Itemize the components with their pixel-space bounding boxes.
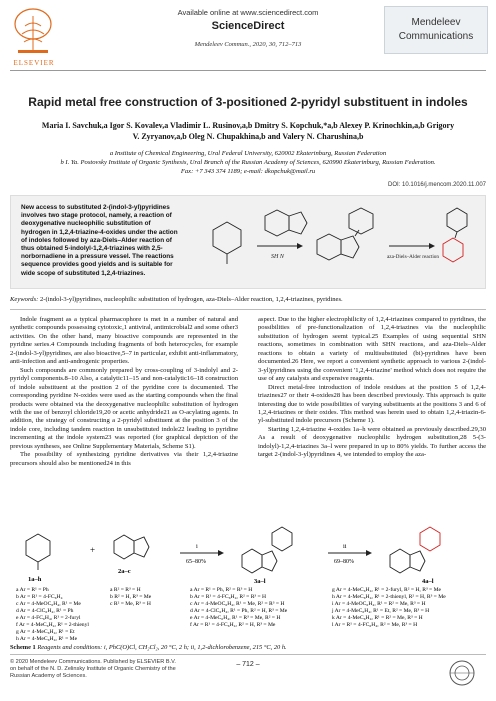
doi-link[interactable]: DOI: 10.1016/j.mencom.2020.11.007 xyxy=(388,182,486,188)
list-item: e Ar = 4-MeC₆H₄, R¹ = R³ = Me, R² = H xyxy=(190,615,281,621)
list-item: d Ar = 4-ClC₆H₄, R¹ = Ph, R² = H, R³ = Me xyxy=(190,608,288,614)
body-column-left xyxy=(10,316,238,468)
list-item: k Ar = 4-MeC₆H₄, R¹ = R² = Me, R³ = H xyxy=(332,615,423,621)
keywords-divider xyxy=(10,309,486,310)
caption-label: Scheme 1 xyxy=(10,644,36,651)
list-item: a R² = R³ = H xyxy=(110,587,141,593)
compound-4-label: 4a–l xyxy=(422,578,434,585)
paragraph: aspect. Due to the higher electrophilicity of 1,2,4-triazines compared to pyridines, the possibilities of pre-functionalization of 1,2,4-triazines via the nucleophilic substitution of hydrogen seemt typical.25 Examples of using sequential SHN reactions, sometimes in combination with SHN reactions, and aza-Diels–Alder reactions to obtain a variety of multisubstituted (bi)-pyridines have been documented.26 Here, we report a convenient synthetic approach to various 2-(indol-3-yl)pyridines using the convenient '1,2,4-triazine' method which does not require the use of any catalysts and expensive reagents. xyxy=(258,316,486,383)
list-item: b Ar = R¹ = 4-FC₆H₄, R² = R³ = H xyxy=(190,594,267,600)
list-compound-1 xyxy=(16,587,89,642)
compound-3-label: 3a–l xyxy=(254,578,266,585)
step-i-label: i xyxy=(196,543,198,550)
plus-sign: + xyxy=(90,545,96,555)
scheme-caption xyxy=(10,644,486,651)
step-ii-yield: 69–80% xyxy=(334,559,354,565)
list-item: f Ar = 4-MeC₆H₄, R¹ = 2-thienyl xyxy=(16,622,89,628)
author-list: Maria I. Savchuk,a Igor S. Kovalev,a Vladimir L. Rusinov,a,b Dmitry S. Kopchuk,*a,b Alexey P. Krinochkin,a,b Grigory V. Zyryanov,a,b Oleg N. Chupakhina,b and Valery N. Charushina,b xyxy=(41,121,455,141)
list-item: a Ar = R¹ = Ph, R² = R³ = H xyxy=(190,587,253,593)
list-item: h Ar = 4-MeC₆H₄, R¹ = Me xyxy=(16,636,78,642)
journal-header xyxy=(0,0,496,70)
scheme-compound-2 xyxy=(114,535,149,559)
abstract-text: New access to substituted 2-(indol-3-yl)pyridines involves two stage protocol, namely, a reaction of deoxygenative nucleophilic substitution of hydrogen in 1,2,4-triazine-4-oxides under the action of indoles followed by aza-Diels–Alder reaction of thus obtained 5-indolyl-1,2,4-triazines with 2,5-norbornadiene in a pressure vessel. The reactions sequence provides good yields and is suitable for wide scope of substituted 1,2,4-triazines. xyxy=(21,204,178,277)
affiliation-b: b I. Ya. Postovsky Institute of Organic Synthesis, Ural Branch of the Russian Academy of Sciences, 620990 Ekaterinburg, Russian Federation. Fax: +7 343 374 1189; e-mail: dkopchuk@mail.ru xyxy=(60,159,436,175)
scheme-1 xyxy=(10,525,486,643)
list-item: b Ar = R¹ = 4-FC₆H₄ xyxy=(16,594,63,600)
step-i-yield: 65–80% xyxy=(186,559,206,565)
list-compound-2 xyxy=(110,587,152,607)
abstract-aza-label: aza-Diels–Alder reaction xyxy=(387,254,439,260)
header-divider xyxy=(10,70,486,71)
scheme-compound-4-pyridine xyxy=(420,527,440,551)
abstract-scheme xyxy=(197,202,481,284)
footer-divider xyxy=(10,654,486,655)
paragraph: Direct metal-free introduction of indole residues at the position 5 of 1,2,4-triazines27 or their 4-oxides28 has been described previously. This approach is quite interesting due to wide possibilities of varying substituents at the positions 3 and 6 of 1,2,4-triazines or their oxides. This method was herein used to obtain 1,2,4-triazin-6-yl-substituted indole precursors (Scheme 1). xyxy=(258,383,486,425)
compound-2-label: 2a–c xyxy=(118,568,131,575)
list-item: j Ar = 4-MeC₆H₄, R¹ = Et, R² = Me, R³ = H xyxy=(332,608,430,614)
list-compound-3 xyxy=(190,587,288,628)
list-item: e Ar = 4-FC₆H₄, R¹ = 2-furyl xyxy=(16,615,81,621)
abstract-arrow-1-head xyxy=(297,243,303,249)
list-item: c R² = Me, R³ = H xyxy=(110,601,151,607)
article-title: Rapid metal free construction of 3-positioned 2-pyridyl substituent in indoles xyxy=(28,95,468,109)
abstract-intermediate xyxy=(317,208,373,260)
list-item: l Ar = R¹ = 4-FC₆H₄, R² = Me, R³ = H xyxy=(332,622,418,628)
paragraph: The possibility of synthesizing pyridine derivatives via their 1,2,4-triazine precursors should also be mentioned24 in this xyxy=(10,451,238,467)
abstract-indole xyxy=(265,210,307,236)
abstract-product xyxy=(443,238,463,262)
caption-text: Reagents and conditions: i, PhC(O)Cl, CH₂Cl₂, 20 °C, 2 h; ii, 1,2-dichlorobenzene, 215 °C, 20 h. xyxy=(37,644,287,651)
scheme-compound-1 xyxy=(26,534,50,570)
copyright-notice: © 2020 Mendeleev Communications. Published by ELSEVIER B.V. on behalf of the N. D. Zelinsky Institute of Organic Chemistry of the Russian Academy of Sciences. xyxy=(10,659,176,679)
list-item: c Ar = 4-MeOC₆H₄, R¹ = Me, R² = R³ = H xyxy=(190,601,285,607)
paragraph: Indole fragment as a typical pharmacophore is met in a number of natural and synthetic compounds possessing cytotoxic,1 antiviral, antimicrobial2 and some other3 activities. On the other hand, many bioactive compounds are represented in the pyridine series.4 Compounds including fragments of both heterocycles, for example 2-(indol-3-yl)pyridines, are also bioactive,5–7 in particular, exhibit anti-inflammatory, anti-infection and anti-androgenic properties. xyxy=(10,316,238,366)
scheme-compound-3 xyxy=(242,527,292,573)
paragraph: Starting 1,2,4-triazine 4-oxides 1a–h were obtained as previously described.29,30 As a result of deoxygenative nucleophilic hydrogen substitution,28 5-(3-indolyl)-1,2,4-triazines 3a–l were prepared in up to 80% yields. To further access the target 2-(indol-3-yl)pyridines 4, we intended to employ the aza- xyxy=(258,425,486,459)
list-item: d Ar = 4-ClC₆H₄, R¹ = Ph xyxy=(16,608,74,614)
list-item: f Ar = R¹ = 4-FC₆H₄, R² = H, R³ = Me xyxy=(190,622,276,628)
list-compound-4 xyxy=(331,586,446,628)
keywords xyxy=(10,296,486,305)
keywords-text: 2-(indol-3-yl)pyridines, nucleophilic substitution of hydrogen, aza-Diels–Alder reaction, 1,2,4-triazines, pyridines. xyxy=(39,296,343,303)
journal-brand xyxy=(384,6,488,54)
body-column-right xyxy=(258,316,486,460)
sciencedirect-wordmark[interactable]: ScienceDirect xyxy=(211,20,285,32)
abstract-triazine xyxy=(213,222,241,264)
scheme-arrow-i-head xyxy=(218,550,224,556)
graphical-abstract xyxy=(10,195,486,289)
journal-citation: Mendeleev Commun., 2020, 30, 712–713 xyxy=(194,41,302,48)
list-item: i Ar = 4-MeOC₆H₄, R¹ = R² = Me, R³ = H xyxy=(332,601,426,607)
list-item: g Ar = 4-MeC₆H₄, R¹ = Et xyxy=(16,629,75,635)
list-item: g Ar = 4-MeC₆H₄, R¹ = 2-furyl, R² = H, R³ = Me xyxy=(332,587,442,593)
list-item: a Ar = R¹ = Ph xyxy=(16,587,49,593)
abstract-sh-label: SH N xyxy=(271,254,284,260)
publisher-name: ELSEVIER xyxy=(13,59,55,67)
keywords-label: Keywords: xyxy=(10,296,39,303)
abstract-arrow-2-head xyxy=(429,243,435,249)
list-item: b R² = H, R³ = Me xyxy=(110,594,152,600)
brand-line-2: Communications xyxy=(398,31,474,42)
scheme-compound-4 xyxy=(390,549,425,573)
page-number: – 712 – xyxy=(236,661,260,668)
affiliation-a: a Institute of Chemical Engineering, Ural Federal University, 620002 Ekaterinburg, Russian Federation xyxy=(109,150,387,157)
society-logo xyxy=(442,659,482,687)
brand-line-1: Mendeleev xyxy=(411,17,461,28)
list-item: c Ar = 4-MeOC₆H₄, R¹ = Me xyxy=(16,601,81,607)
compound-1-label: 1a–h xyxy=(28,576,42,583)
scheme-arrow-ii-head xyxy=(366,550,372,556)
available-online[interactable]: Available online at www.sciencedirect.com xyxy=(177,8,319,17)
paragraph: Such compounds are commonly prepared by cross-coupling of 3-indolyl and 2-pyridyl components.8–10 Also, a catalytic11–15 and non-catalytic16–18 construction of indole substituent at the position 2 of the pyridine core is documented. The corresponding pyridine N-oxides were used as the starting compounds when the final products were obtained via the deoxygenative nucleophilic substitution of hydrogen with the use of benzoyl chloride19,20 or acetic anhydride21 as O-acylating agents. In addition, the strategy of constructing a 2-pyridyl substituent at the position 3 of the indole core, including tandem reaction in unsubstituted indole22 leading to pyridine incrementing at the indole system23 was reported (for graphical depiction of the previous syntheses, see Online Supplementary Materials, Scheme S1). xyxy=(10,366,238,450)
list-item: h Ar = 4-MeC₆H₄, R¹ = 2-thienyl, R² = H, R³ = Me xyxy=(332,594,446,600)
step-ii-label: ii xyxy=(343,543,347,550)
